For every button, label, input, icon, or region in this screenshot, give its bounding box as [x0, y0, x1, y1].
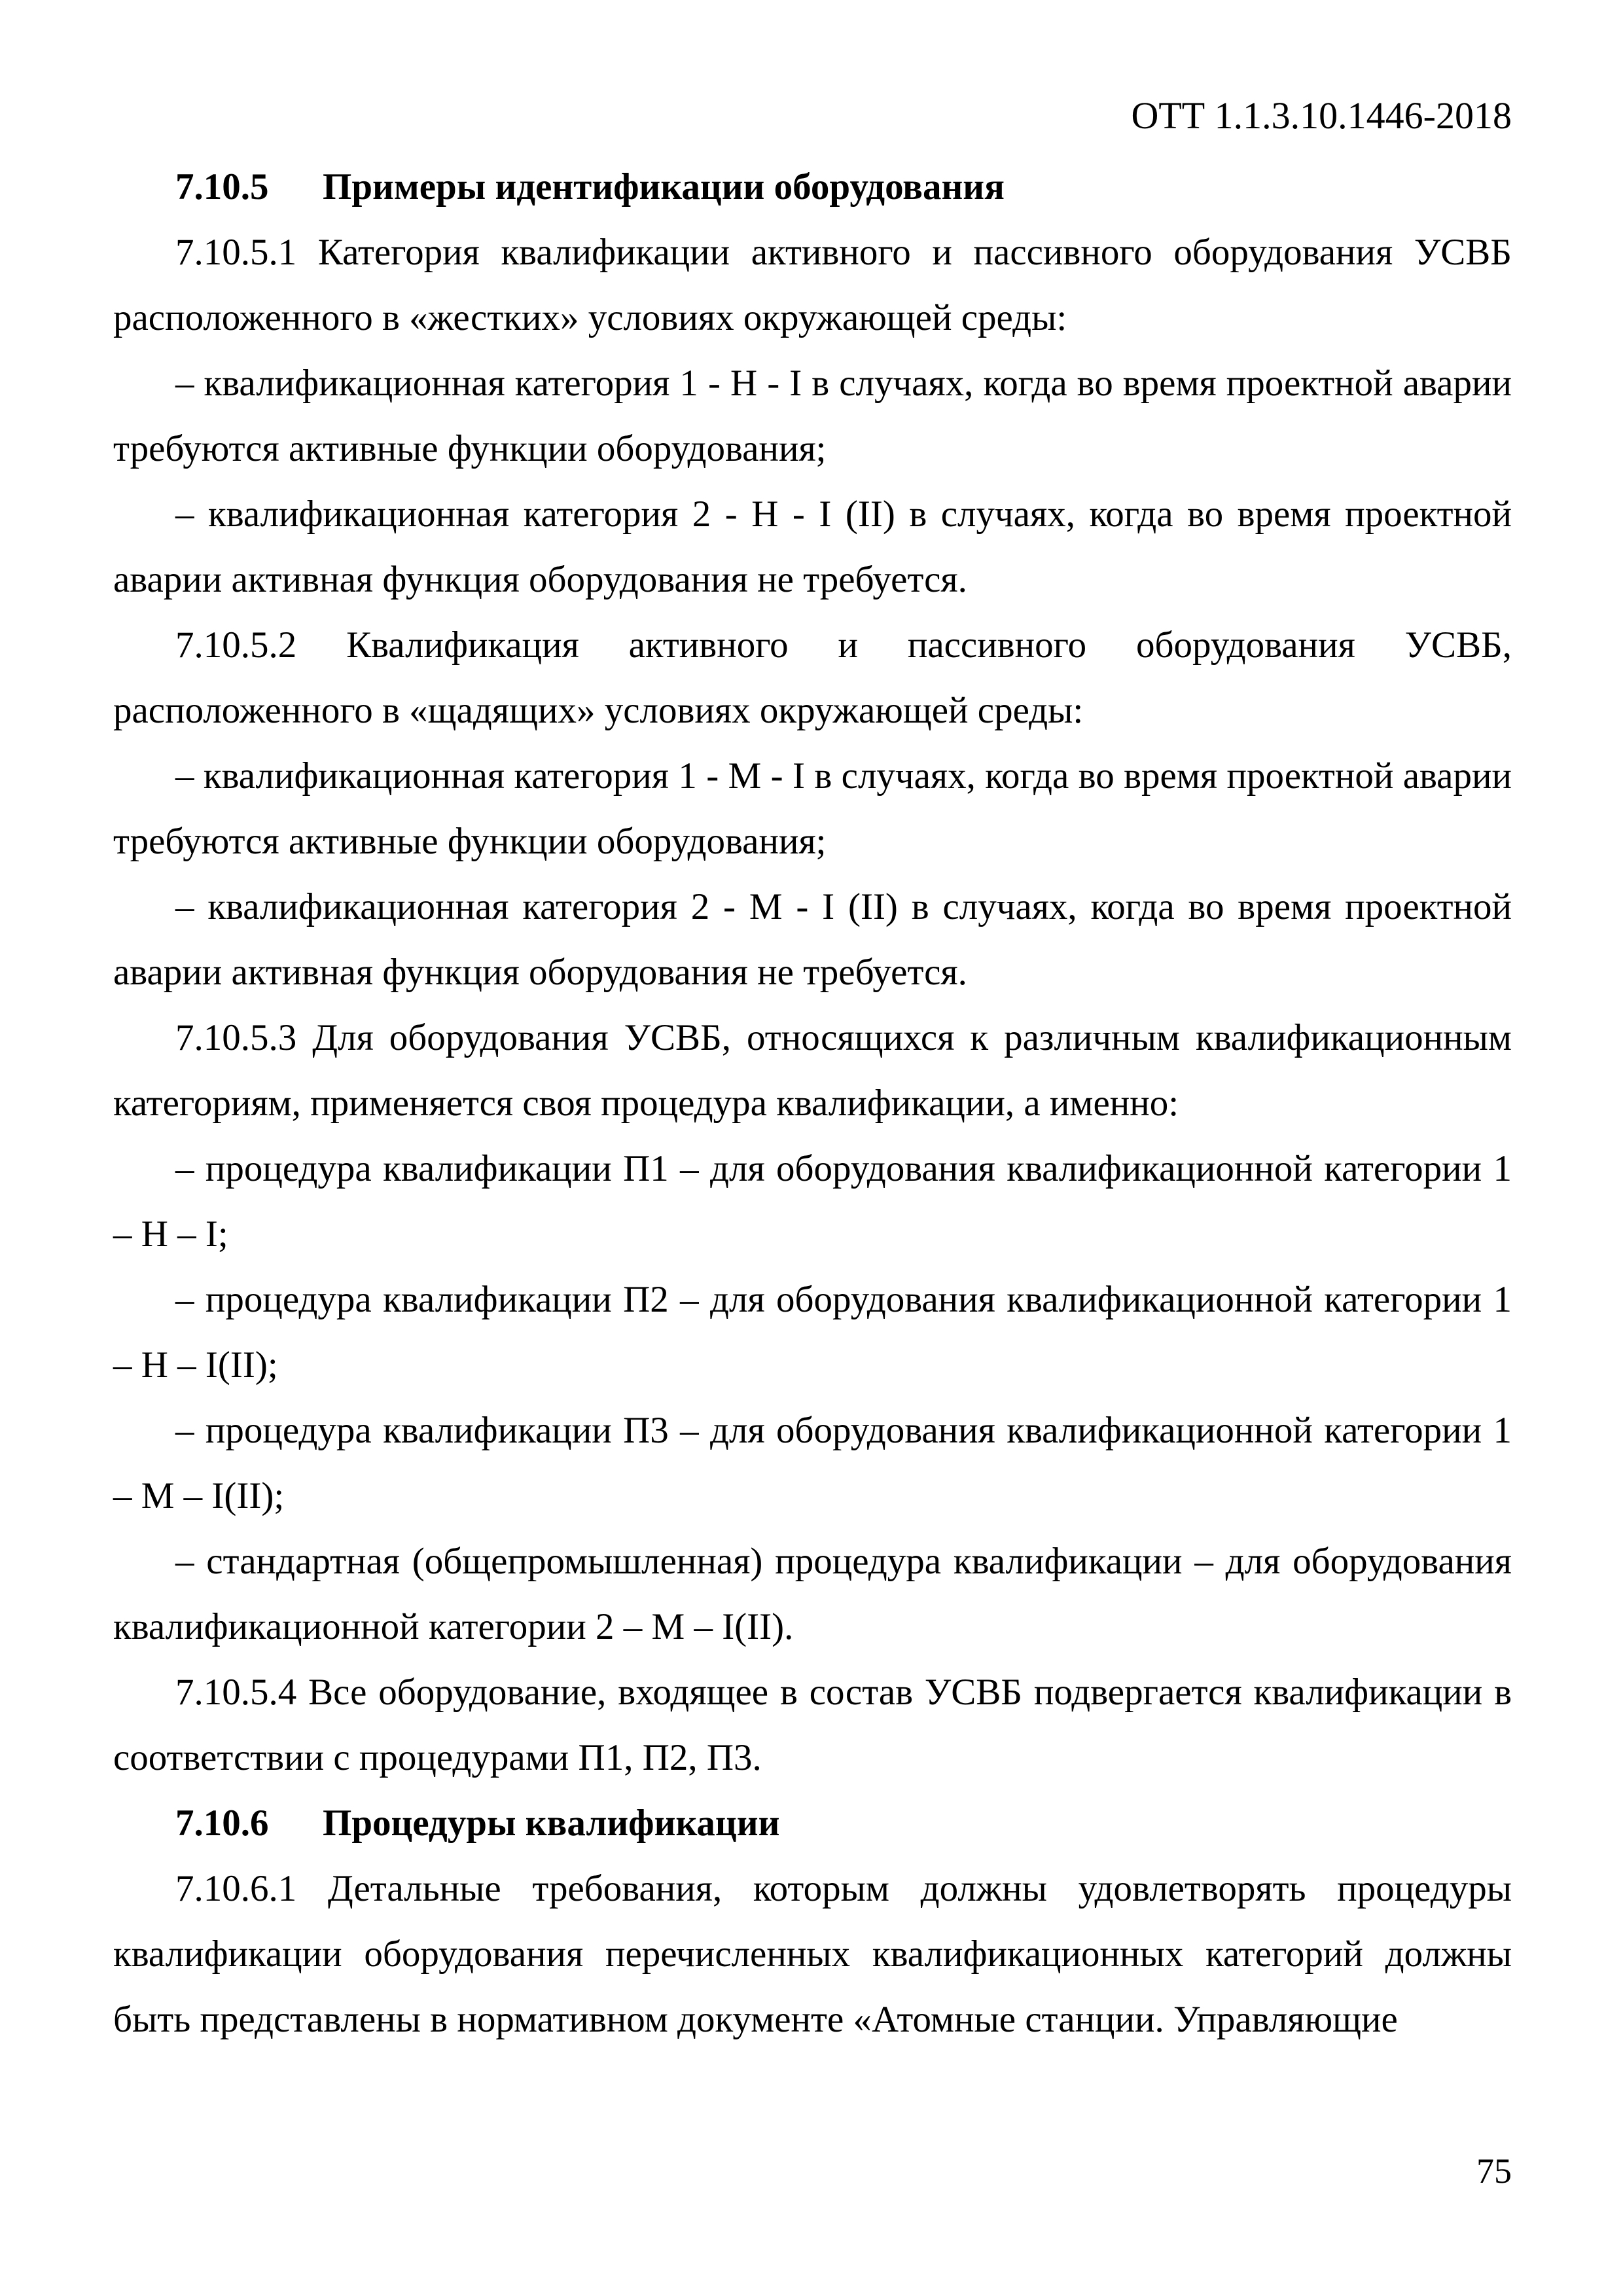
section-number: 7.10.5 [175, 166, 269, 207]
document-code: ОТТ 1.1.3.10.1446-2018 [1131, 94, 1512, 137]
list-item: – квалификационная категория 2 - Н - I (II) в случаях, когда во время проектной аварии активная функция оборудования не требуется. [113, 493, 1512, 600]
list-item: – стандартная (общепромышленная) процедура квалификации – для оборудования квалификационной категории 2 – М – I(II). [113, 1541, 1512, 1647]
section-heading-7-10-5 [113, 154, 1512, 220]
list-item: – процедура квалификации П2 – для оборудования квалификационной категории 1 – Н – I(II); [113, 1279, 1512, 1386]
list-item: – квалификационная категория 2 - М - I (II) в случаях, когда во время проектной аварии активная функция оборудования не требуется. [113, 886, 1512, 993]
section-heading-7-10-6 [113, 1791, 1512, 1856]
paragraph-7-10-5-3: 7.10.5.3 Для оборудования УСВБ, относящихся к различным квалификационным категориям, применяется своя процедура квалификации, а именно: [113, 1017, 1512, 1124]
paragraph-7-10-6-1: 7.10.6.1 Детальные требования, которым должны удовлетворять процедуры квалификации оборудования перечисленных квалификационных категорий должны быть представлены в нормативном документе «Атомные станции. Управляющие [113, 1868, 1512, 2040]
list-item: – квалификационная категория 1 - Н - I в случаях, когда во время проектной аварии требуются активные функции оборудования; [113, 363, 1512, 469]
section-title: Процедуры квалификации [323, 1803, 780, 1844]
page-body [113, 154, 1512, 2053]
list-item: – квалификационная категория 1 - М - I в случаях, когда во время проектной аварии требуются активные функции оборудования; [113, 755, 1512, 862]
list-item: – процедура квалификации П3 – для оборудования квалификационной категории 1 – М – I(II); [113, 1410, 1512, 1516]
list-item: – процедура квалификации П1 – для оборудования квалификационной категории 1 – Н – I; [113, 1148, 1512, 1255]
section-title: Примеры идентификации оборудования [323, 166, 1005, 207]
paragraph-7-10-5-4: 7.10.5.4 Все оборудование, входящее в состав УСВБ подвергается квалификации в соответствии с процедурами П1, П2, П3. [113, 1672, 1512, 1778]
paragraph-7-10-5-2: 7.10.5.2 Квалификация активного и пассивного оборудования УСВБ, расположенного в «щадящих» условиях окружающей среды: [113, 624, 1512, 731]
page-number: 75 [1476, 2151, 1512, 2191]
section-number: 7.10.6 [175, 1803, 269, 1844]
paragraph-7-10-5-1: 7.10.5.1 Категория квалификации активного и пассивного оборудования УСВБ расположенного в «жестких» условиях окружающей среды: [113, 232, 1512, 338]
